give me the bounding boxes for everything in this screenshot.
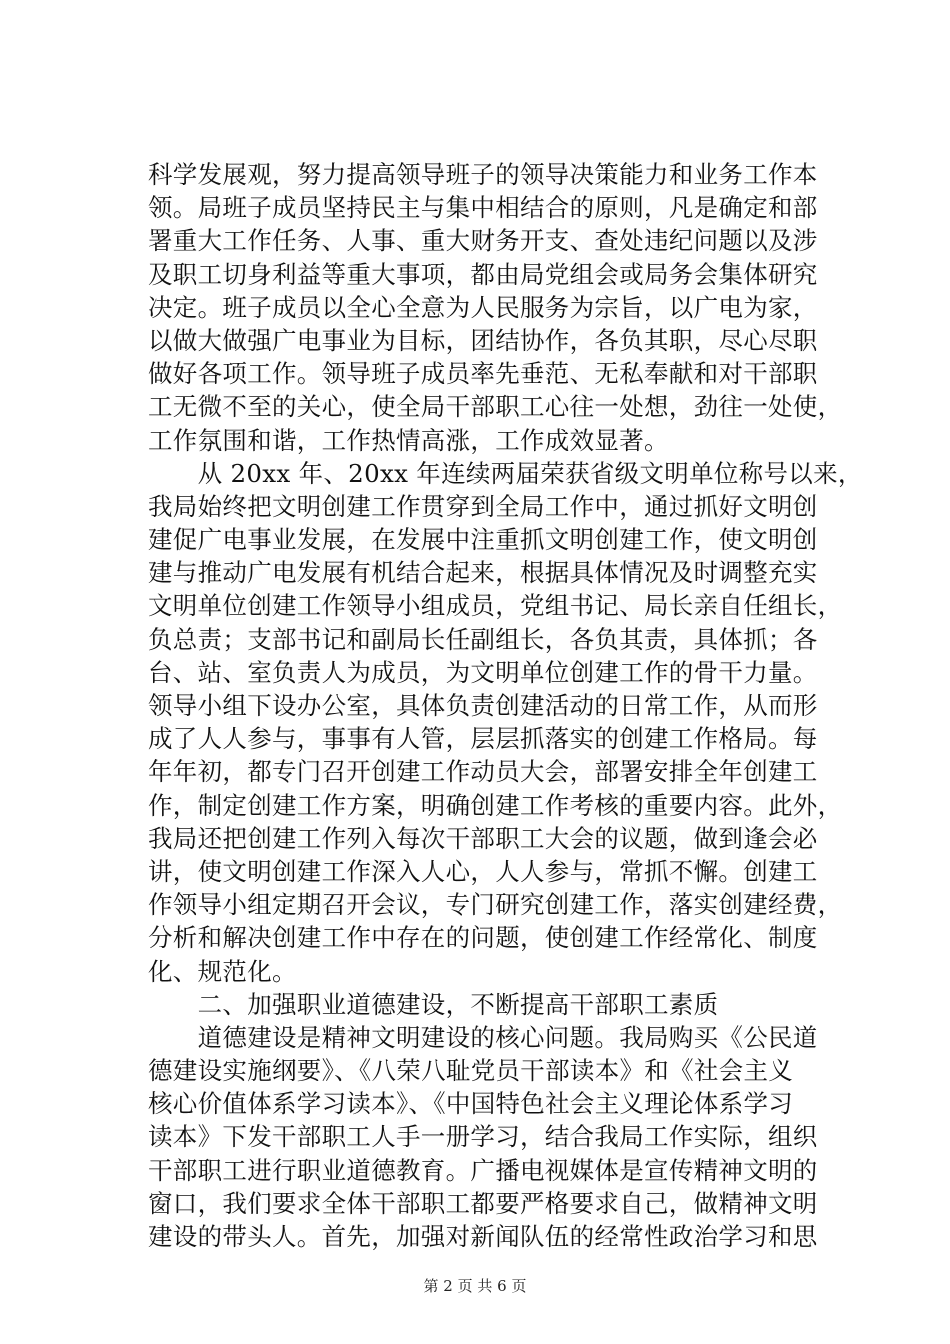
text-line: 作领导小组定期召开会议，专门研究创建工作，落实创建经费， bbox=[148, 890, 843, 920]
text-line: 以做大做强广电事业为目标，团结协作，各负其职，尽心尽职 bbox=[148, 325, 818, 355]
text-line: 及职工切身利益等重大事项，都由局党组会或局务会集体研究 bbox=[148, 259, 818, 289]
text-line: 领。局班子成员坚持民主与集中相结合的原则，凡是确定和部 bbox=[148, 193, 818, 223]
section-heading: 二、加强职业道德建设，不断提高干部职工素质 bbox=[148, 989, 719, 1019]
text-line: 工无微不至的关心，使全局干部职工心往一处想，劲往一处使， bbox=[148, 392, 843, 422]
text-line: 作，制定创建工作方案，明确创建工作考核的重要内容。此外， bbox=[148, 790, 843, 820]
text-line: 化、规范化。 bbox=[148, 956, 297, 986]
text-line: 读本》下发干部职工人手一册学习，结合我局工作实际，组织 bbox=[148, 1122, 818, 1152]
text-line: 领导小组下设办公室，具体负责创建活动的日常工作，从而形 bbox=[148, 691, 818, 720]
text-line: 德建设实施纲要》、《八荣八耻党员干部读本》和《社会主义 bbox=[148, 1056, 794, 1086]
text-line: 年年初，都专门召开创建工作动员大会，部署安排全年创建工 bbox=[148, 757, 818, 787]
text-line: 核心价值体系学习读本》、《中国特色社会主义理论体系学习 bbox=[148, 1089, 794, 1119]
text-line: 科学发展观，努力提高领导班子的领导决策能力和业务工作本 bbox=[148, 160, 818, 189]
text-line: 署重大工作任务、人事、重大财务开支、查处违纪问题以及涉 bbox=[148, 226, 818, 256]
text-line: 干部职工进行职业道德教育。广播电视媒体是宣传精神文明的 bbox=[148, 1155, 818, 1185]
text-line: 决定。班子成员以全心全意为人民服务为宗旨，以广电为家， bbox=[148, 292, 818, 322]
text-line: 台、站、室负责人为成员，为文明单位创建工作的骨干力量。 bbox=[148, 657, 818, 687]
text-line: 讲，使文明创建工作深入人心，人人参与，常抓不懈。创建工 bbox=[148, 856, 818, 886]
text-line: 做好各项工作。领导班子成员率先垂范、无私奉献和对干部职 bbox=[148, 359, 818, 389]
text-line: 建设的带头人。首先，加强对新闻队伍的经常性政治学习和思 bbox=[148, 1222, 818, 1251]
text-line: 我局还把创建工作列入每次干部职工大会的议题，做到逢会必 bbox=[148, 823, 818, 853]
document-body bbox=[148, 158, 863, 1253]
page-footer bbox=[0, 1276, 950, 1296]
paragraph-start-line: 从 20xx 年、20xx 年连续两届荣获省级文明单位称号以来， bbox=[148, 458, 863, 488]
text-line: 工作氛围和谐，工作热情高涨，工作成效显著。 bbox=[148, 425, 669, 455]
paragraph-start-line: 道德建设是精神文明建设的核心问题。我局购买《公民道 bbox=[148, 1022, 818, 1052]
text-line: 文明单位创建工作领导小组成员，党组书记、局长亲自任组长， bbox=[148, 591, 843, 621]
text-line: 成了人人参与，事事有人管，层层抓落实的创建工作格局。每 bbox=[148, 724, 818, 754]
page-indicator: 第 2 页 共 6 页 bbox=[423, 1277, 527, 1295]
text-line: 建促广电事业发展，在发展中注重抓文明创建工作，使文明创 bbox=[148, 525, 818, 555]
text-line: 窗口，我们要求全体干部职工都要严格要求自己，做精神文明 bbox=[148, 1188, 818, 1218]
text-line: 负总责；支部书记和副局长任副组长，各负其责，具体抓；各 bbox=[148, 624, 818, 654]
text-line: 建与推动广电发展有机结合起来，根据具体情况及时调整充实 bbox=[148, 558, 818, 588]
text-line: 我局始终把文明创建工作贯穿到全局工作中，通过抓好文明创 bbox=[148, 491, 818, 521]
text-line: 分析和解决创建工作中存在的问题，使创建工作经常化、制度 bbox=[148, 923, 818, 953]
